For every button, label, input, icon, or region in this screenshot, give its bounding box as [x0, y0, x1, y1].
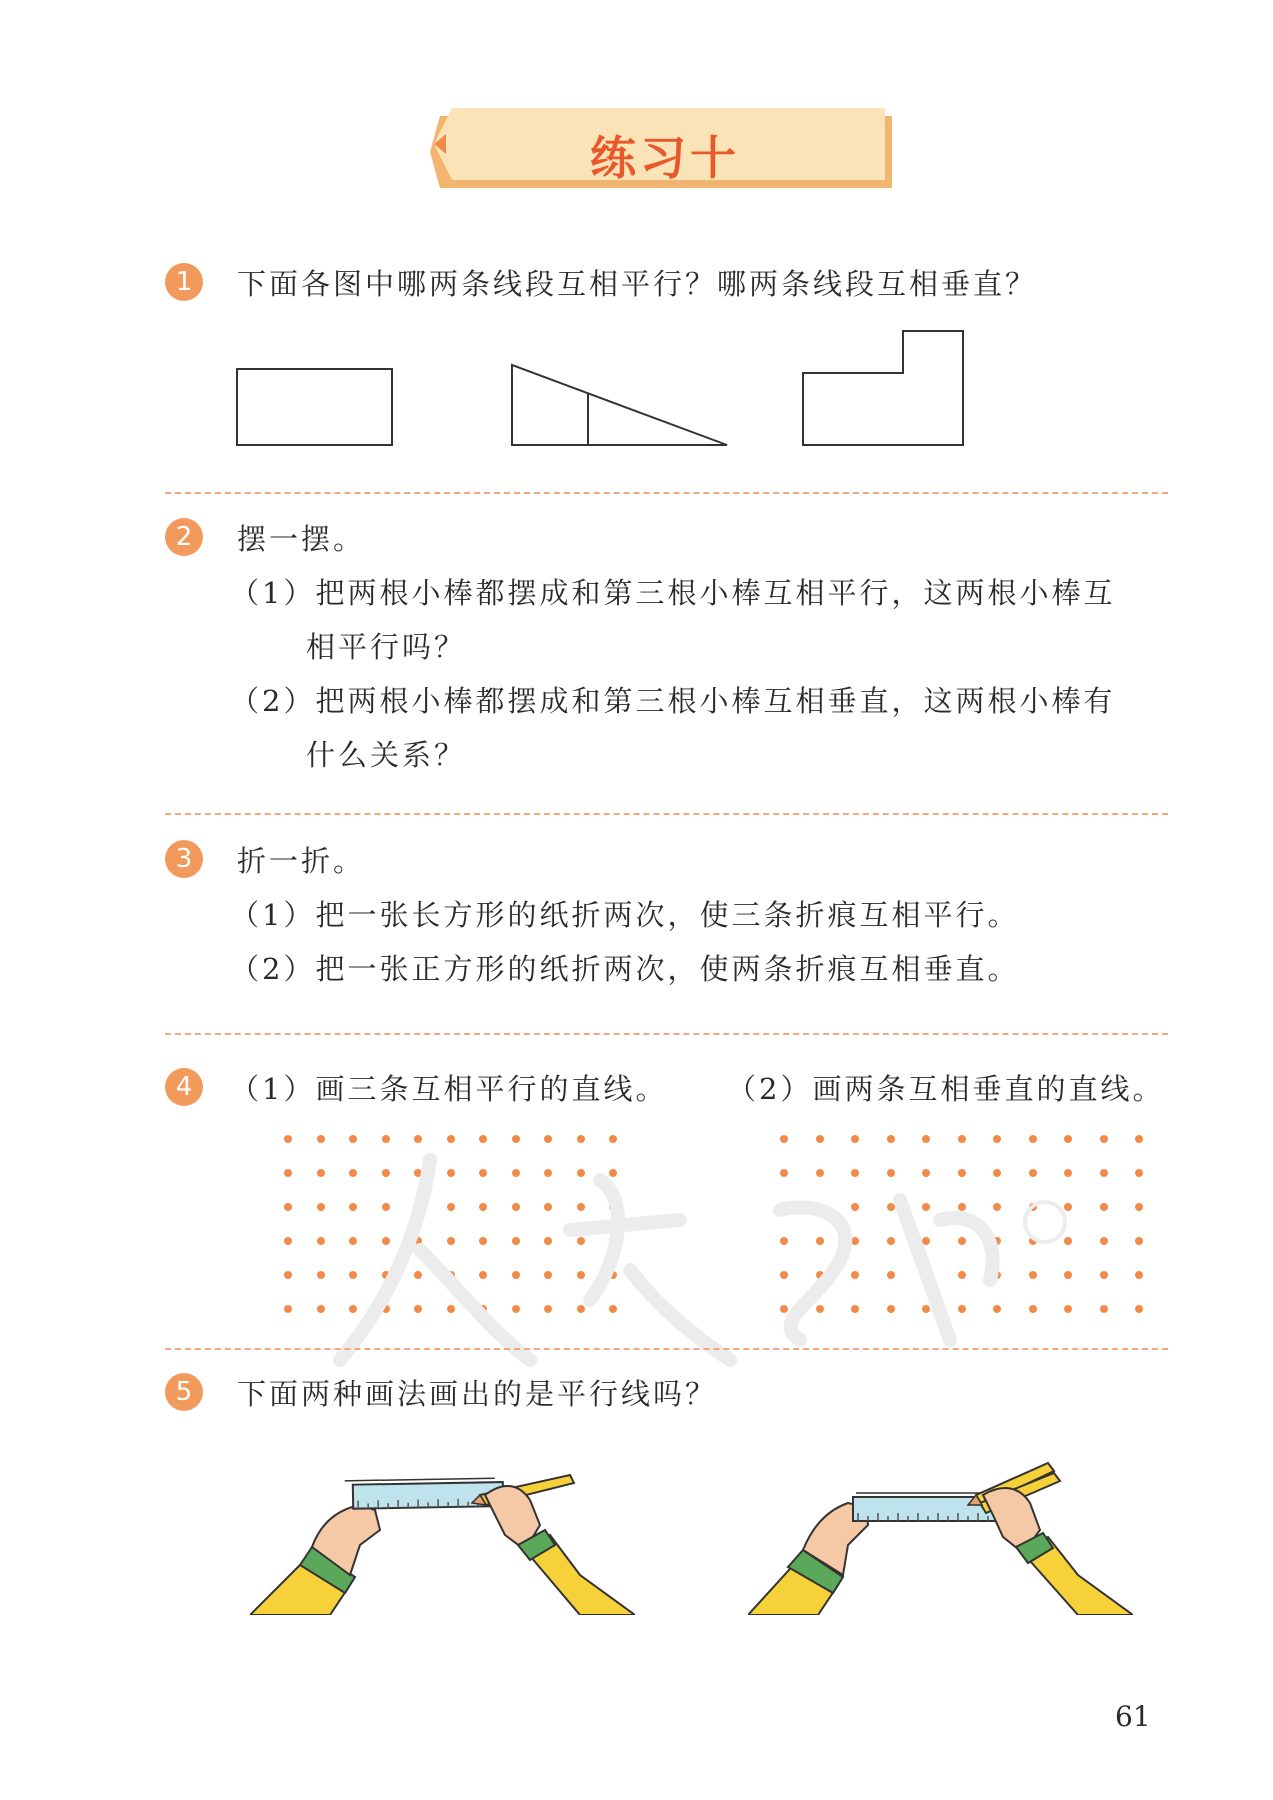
grid-dot: [1064, 1135, 1072, 1143]
grid-dot: [1135, 1237, 1143, 1245]
question-1-text: 下面各图中哪两条线段互相平行？哪两条线段互相垂直？: [237, 267, 1038, 301]
grid-dot: [577, 1135, 585, 1143]
grid-dot: [414, 1169, 422, 1177]
grid-dot: [577, 1169, 585, 1177]
grid-dot: [887, 1135, 895, 1143]
grid-dot: [816, 1237, 824, 1245]
question-1-figures: [230, 325, 990, 450]
figure-rectangle: [237, 369, 392, 445]
figure-right-triangle: [512, 365, 727, 445]
question-2-badge: 2: [165, 518, 203, 556]
grid-dot: [851, 1135, 859, 1143]
grid-dot: [512, 1305, 520, 1313]
grid-dot: [780, 1135, 788, 1143]
grid-dot: [479, 1271, 487, 1279]
question-5-text: 下面两种画法画出的是平行线吗？: [237, 1377, 718, 1411]
question-3-badge: 3: [165, 840, 203, 878]
grid-dot: [1100, 1271, 1108, 1279]
question-5-badge: 5: [165, 1373, 203, 1411]
grid-dot: [447, 1135, 455, 1143]
grid-dot: [1100, 1135, 1108, 1143]
grid-dot: [1029, 1203, 1037, 1211]
grid-dot: [922, 1271, 930, 1279]
grid-dot: [284, 1237, 292, 1245]
page-number: 61: [1115, 1700, 1151, 1733]
grid-dot: [317, 1237, 325, 1245]
grid-dot: [851, 1237, 859, 1245]
question-2-text: 摆一摆。: [237, 522, 366, 556]
grid-dot: [1100, 1305, 1108, 1313]
question-3-sub-2: （2）把一张正方形的纸折两次，使两条折痕互相垂直。: [230, 952, 1020, 986]
question-2-sub-1-line-1: （1）把两根小棒都摆成和第三根小棒互相平行，这两根小棒互: [230, 576, 1116, 610]
grid-dot: [993, 1169, 1001, 1177]
grid-dot: [349, 1169, 357, 1177]
question-2-sub-2-line-2: 什么关系？: [306, 738, 467, 772]
grid-dot: [479, 1169, 487, 1177]
grid-dot: [479, 1203, 487, 1211]
grid-dot: [1100, 1203, 1108, 1211]
grid-dot: [447, 1169, 455, 1177]
question-4-right-text: （2）画两条互相垂直的直线。: [727, 1072, 1165, 1106]
grid-dot: [922, 1135, 930, 1143]
dot-grid-perpendicular[interactable]: [780, 1135, 1150, 1320]
divider: [165, 1033, 1168, 1035]
grid-dot: [887, 1203, 895, 1211]
grid-dot: [317, 1271, 325, 1279]
grid-dot: [1135, 1135, 1143, 1143]
grid-dot: [1029, 1135, 1037, 1143]
grid-dot: [922, 1237, 930, 1245]
grid-dot: [993, 1271, 1001, 1279]
grid-dot: [284, 1305, 292, 1313]
question-2-sub-1-line-2: 相平行吗？: [306, 630, 467, 664]
grid-dot: [1135, 1305, 1143, 1313]
grid-dot: [1135, 1203, 1143, 1211]
grid-dot: [1064, 1203, 1072, 1211]
grid-dot: [512, 1135, 520, 1143]
grid-dot: [816, 1203, 824, 1211]
question-2-sub-2-line-1: （2）把两根小棒都摆成和第三根小棒互相垂直，这两根小棒有: [230, 684, 1116, 718]
grid-dot: [1029, 1305, 1037, 1313]
grid-dot: [816, 1135, 824, 1143]
grid-dot: [1100, 1237, 1108, 1245]
grid-dot: [284, 1169, 292, 1177]
grid-dot: [284, 1271, 292, 1279]
grid-dot: [382, 1271, 390, 1279]
grid-dot: [512, 1169, 520, 1177]
grid-dot: [887, 1169, 895, 1177]
question-3-text: 折一折。: [237, 844, 366, 878]
figure-step-shape: [803, 331, 963, 445]
grid-dot: [349, 1203, 357, 1211]
grid-dot: [609, 1169, 617, 1177]
grid-dot: [780, 1203, 788, 1211]
grid-dot: [577, 1305, 585, 1313]
grid-dot: [512, 1237, 520, 1245]
grid-dot: [958, 1305, 966, 1313]
grid-dot: [780, 1169, 788, 1177]
grid-dot: [447, 1271, 455, 1279]
grid-dot: [958, 1169, 966, 1177]
grid-dot: [479, 1135, 487, 1143]
grid-dot: [512, 1203, 520, 1211]
grid-dot: [382, 1135, 390, 1143]
grid-dot: [609, 1135, 617, 1143]
grid-dot: [922, 1305, 930, 1313]
grid-dot: [780, 1237, 788, 1245]
grid-dot: [922, 1203, 930, 1211]
grid-dot: [609, 1305, 617, 1313]
grid-dot: [958, 1135, 966, 1143]
grid-dot: [1029, 1237, 1037, 1245]
grid-dot: [479, 1237, 487, 1245]
grid-dot: [479, 1305, 487, 1313]
grid-dot: [780, 1271, 788, 1279]
grid-dot: [544, 1271, 552, 1279]
grid-dot: [577, 1271, 585, 1279]
grid-dot: [1100, 1169, 1108, 1177]
grid-dot: [1064, 1271, 1072, 1279]
grid-dot: [851, 1169, 859, 1177]
grid-dot: [993, 1203, 1001, 1211]
grid-dot: [414, 1237, 422, 1245]
page-title: 练习十: [590, 131, 740, 185]
dot-grid-parallel[interactable]: [284, 1135, 624, 1320]
grid-dot: [414, 1305, 422, 1313]
question-1-badge: 1: [165, 263, 203, 301]
grid-dot: [349, 1237, 357, 1245]
grid-dot: [317, 1203, 325, 1211]
grid-dot: [1135, 1271, 1143, 1279]
grid-dot: [414, 1271, 422, 1279]
divider: [165, 813, 1168, 815]
grid-dot: [382, 1203, 390, 1211]
grid-dot: [922, 1169, 930, 1177]
grid-dot: [544, 1169, 552, 1177]
grid-dot: [349, 1135, 357, 1143]
grid-dot: [851, 1305, 859, 1313]
grid-dot: [993, 1135, 1001, 1143]
grid-dot: [958, 1237, 966, 1245]
grid-dot: [544, 1135, 552, 1143]
grid-dot: [544, 1305, 552, 1313]
grid-dot: [1064, 1305, 1072, 1313]
grid-dot: [317, 1305, 325, 1313]
grid-dot: [993, 1305, 1001, 1313]
illustration-drawing-method-1: [250, 1465, 635, 1615]
grid-dot: [1029, 1271, 1037, 1279]
grid-dot: [816, 1271, 824, 1279]
grid-dot: [1064, 1237, 1072, 1245]
grid-dot: [317, 1135, 325, 1143]
grid-dot: [993, 1237, 1001, 1245]
grid-dot: [414, 1203, 422, 1211]
grid-dot: [887, 1237, 895, 1245]
grid-dot: [609, 1271, 617, 1279]
grid-dot: [958, 1203, 966, 1211]
grid-dot: [512, 1271, 520, 1279]
grid-dot: [958, 1271, 966, 1279]
grid-dot: [544, 1203, 552, 1211]
grid-dot: [577, 1237, 585, 1245]
question-3-sub-1: （1）把一张长方形的纸折两次，使三条折痕互相平行。: [230, 898, 1020, 932]
grid-dot: [447, 1305, 455, 1313]
divider: [165, 1348, 1168, 1350]
grid-dot: [349, 1271, 357, 1279]
grid-dot: [887, 1271, 895, 1279]
grid-dot: [609, 1237, 617, 1245]
grid-dot: [317, 1169, 325, 1177]
grid-dot: [887, 1305, 895, 1313]
grid-dot: [851, 1203, 859, 1211]
grid-dot: [816, 1169, 824, 1177]
grid-dot: [1064, 1169, 1072, 1177]
divider: [165, 492, 1168, 494]
grid-dot: [816, 1305, 824, 1313]
grid-dot: [284, 1135, 292, 1143]
grid-dot: [382, 1305, 390, 1313]
grid-dot: [284, 1203, 292, 1211]
question-4-badge: 4: [165, 1068, 203, 1106]
grid-dot: [1029, 1169, 1037, 1177]
question-4-left-text: （1）画三条互相平行的直线。: [230, 1072, 668, 1106]
grid-dot: [609, 1203, 617, 1211]
grid-dot: [447, 1237, 455, 1245]
grid-dot: [447, 1203, 455, 1211]
grid-dot: [349, 1305, 357, 1313]
grid-dot: [544, 1237, 552, 1245]
grid-dot: [577, 1203, 585, 1211]
grid-dot: [1135, 1169, 1143, 1177]
title-banner: [430, 108, 900, 194]
grid-dot: [851, 1271, 859, 1279]
grid-dot: [382, 1169, 390, 1177]
grid-dot: [382, 1237, 390, 1245]
grid-dot: [414, 1135, 422, 1143]
grid-dot: [780, 1305, 788, 1313]
illustration-drawing-method-2: [748, 1455, 1133, 1615]
